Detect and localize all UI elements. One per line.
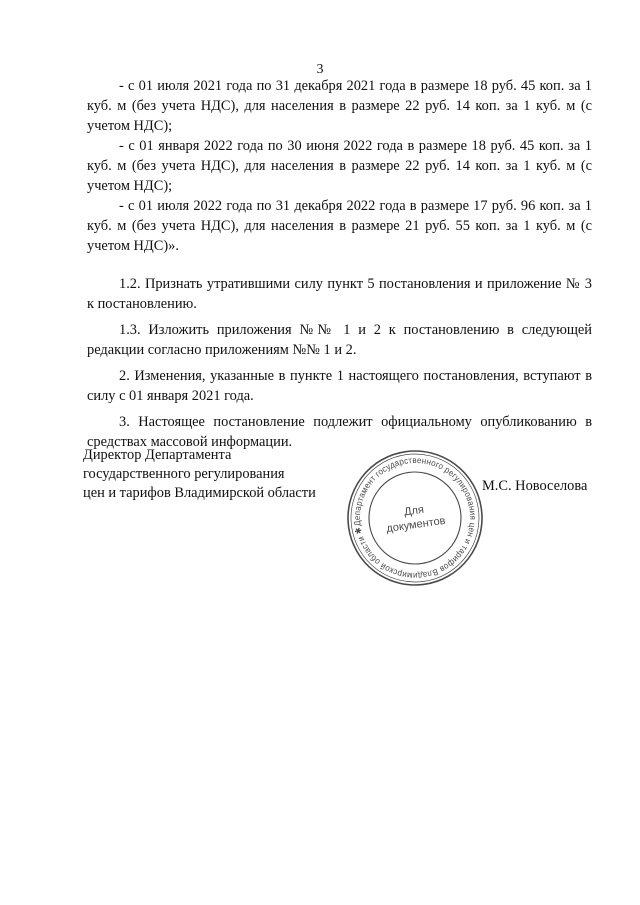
signature-title	[83, 446, 316, 503]
paragraph-1-3: 1.3. Изложить приложения №№ 1 и 2 к постановлению в следующей редакции согласно приложениям №№ 1 и 2.	[87, 322, 592, 358]
stamp-ring-text: Департамент государственного регулирования цен и тарифов Владимирской области ✱	[351, 454, 479, 582]
paragraph-tariff-h2-2021: - с 01 июля 2021 года по 31 декабря 2021 года в размере 18 руб. 45 коп. за 1 куб. м (без учета НДС), для населения в размере 22 руб. 14 коп. за 1 куб. м (с учетом НДС);	[87, 78, 592, 134]
signature-name: М.С. Новоселова	[482, 478, 588, 494]
signature-title-line: государственного регулирования	[83, 466, 285, 482]
signature-title-line: цен и тарифов Владимирской области	[83, 485, 316, 501]
paragraph-2: 2. Изменения, указанные в пункте 1 настоящего постановления, вступают в силу с 01 января 2021 года.	[87, 368, 592, 404]
paragraph-tariff-h2-2022: - с 01 июля 2022 года по 31 декабря 2022 года в размере 17 руб. 96 коп. за 1 куб. м (без учета НДС), для населения в размере 21 руб. 55 коп. за 1 куб. м (с учетом НДС)».	[87, 198, 592, 254]
stamp-inner-ring	[363, 466, 467, 570]
stamp-outer-ring	[345, 448, 485, 588]
signature-title-line: Директор Департамента	[83, 447, 232, 463]
paragraph-1-2: 1.2. Признать утратившими силу пункт 5 постановления и приложение № 3 к постановлению.	[87, 276, 592, 312]
stamp-center-line-2: документов	[385, 514, 447, 536]
stamp-outer-ring-inner	[345, 448, 485, 588]
paragraph-tariff-h1-2022: - с 01 января 2022 года по 30 июня 2022 года в размере 18 руб. 45 коп. за 1 куб. м (без учета НДС), для населения в размере 22 руб. 14 коп. за 1 куб. м (с учетом НДС);	[87, 138, 592, 194]
stamp-center-line-1: Для	[403, 503, 425, 519]
official-stamp	[345, 448, 485, 588]
document-body	[87, 76, 592, 452]
paragraph-3: 3. Настоящее постановление подлежит официальному опубликованию в средствах массовой информации.	[87, 414, 592, 450]
page-number: 3	[316, 62, 324, 77]
